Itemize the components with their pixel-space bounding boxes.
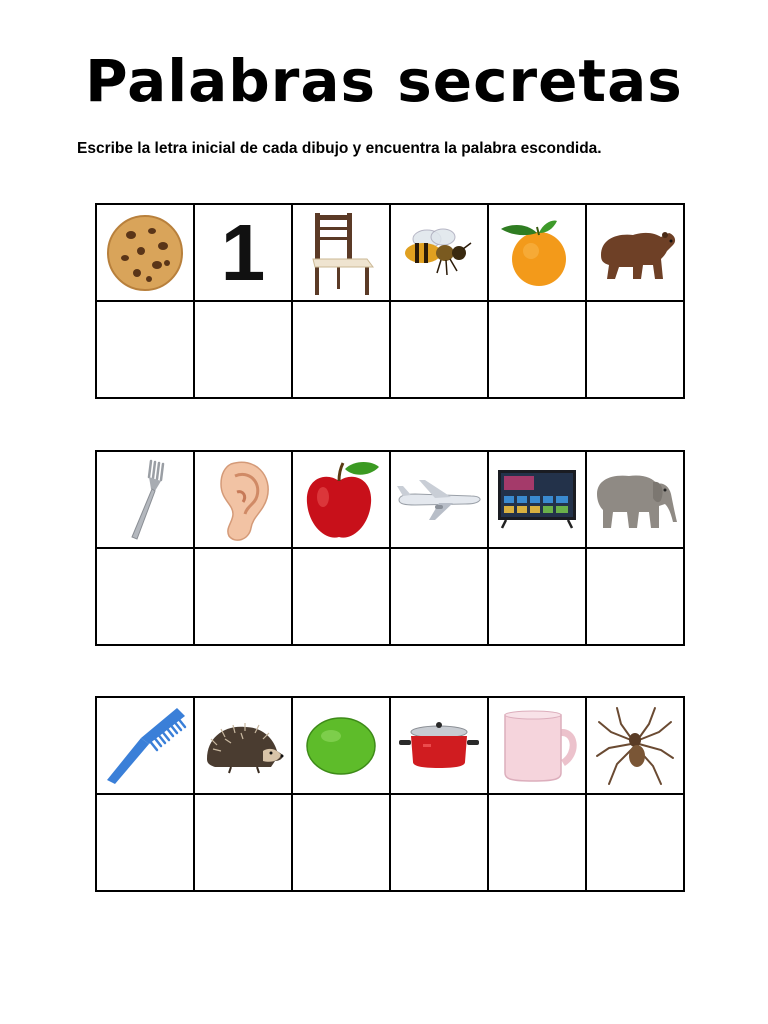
answer-box[interactable] xyxy=(194,548,292,645)
picture-cell xyxy=(488,451,586,548)
answer-box[interactable] xyxy=(390,794,488,891)
number-one-icon: 1 xyxy=(220,207,266,297)
answer-box[interactable] xyxy=(390,548,488,645)
chair-icon xyxy=(301,209,381,297)
picture-cell xyxy=(194,697,292,794)
answer-row xyxy=(96,794,684,891)
puzzle-grid-2 xyxy=(95,450,673,644)
answer-box[interactable] xyxy=(96,548,194,645)
apple-icon xyxy=(299,457,383,543)
hedgehog-icon xyxy=(201,715,285,777)
picture-cell xyxy=(96,451,194,548)
airplane-icon xyxy=(395,478,483,522)
comb-icon xyxy=(103,704,187,788)
answer-box[interactable] xyxy=(586,794,684,891)
picture-cell xyxy=(96,697,194,794)
answer-box[interactable] xyxy=(488,301,586,398)
mug-icon xyxy=(495,709,579,783)
puzzle-grid-3 xyxy=(95,696,673,890)
ear-icon xyxy=(211,456,275,544)
picture-cell xyxy=(96,204,194,301)
answer-box[interactable] xyxy=(292,301,390,398)
answer-box[interactable] xyxy=(96,301,194,398)
pot-icon xyxy=(397,720,481,772)
elephant-icon xyxy=(591,470,679,530)
cookie-icon xyxy=(105,213,185,293)
picture-cell xyxy=(488,697,586,794)
picture-cell xyxy=(292,697,390,794)
instructions-text: Escribe la letra inicial de cada dibujo y encuentra la palabra escondida. xyxy=(77,140,602,157)
picture-row xyxy=(96,697,684,794)
fork-icon xyxy=(115,457,175,543)
lime-icon xyxy=(303,714,379,778)
answer-box[interactable] xyxy=(292,794,390,891)
bear-icon xyxy=(593,221,677,285)
answer-box[interactable] xyxy=(194,794,292,891)
spider-icon xyxy=(595,704,675,788)
answer-box[interactable] xyxy=(586,301,684,398)
picture-cell xyxy=(292,451,390,548)
picture-cell xyxy=(586,204,684,301)
picture-cell xyxy=(390,204,488,301)
bee-icon xyxy=(397,223,481,283)
picture-cell xyxy=(390,451,488,548)
answer-row xyxy=(96,548,684,645)
answer-box[interactable] xyxy=(586,548,684,645)
answer-box[interactable] xyxy=(194,301,292,398)
picture-cell xyxy=(292,204,390,301)
picture-row xyxy=(96,451,684,548)
puzzle-grid-1 xyxy=(95,203,673,397)
picture-cell xyxy=(194,451,292,548)
picture-cell xyxy=(390,697,488,794)
television-icon xyxy=(496,468,578,532)
answer-box[interactable] xyxy=(96,794,194,891)
picture-cell xyxy=(194,204,292,301)
picture-row xyxy=(96,204,684,301)
answer-box[interactable] xyxy=(488,794,586,891)
picture-cell xyxy=(586,697,684,794)
answer-row xyxy=(96,301,684,398)
answer-box[interactable] xyxy=(390,301,488,398)
orange-icon xyxy=(495,215,579,291)
page-title: Palabras secretas xyxy=(85,47,683,115)
picture-cell xyxy=(488,204,586,301)
picture-cell xyxy=(586,451,684,548)
answer-box[interactable] xyxy=(292,548,390,645)
answer-box[interactable] xyxy=(488,548,586,645)
